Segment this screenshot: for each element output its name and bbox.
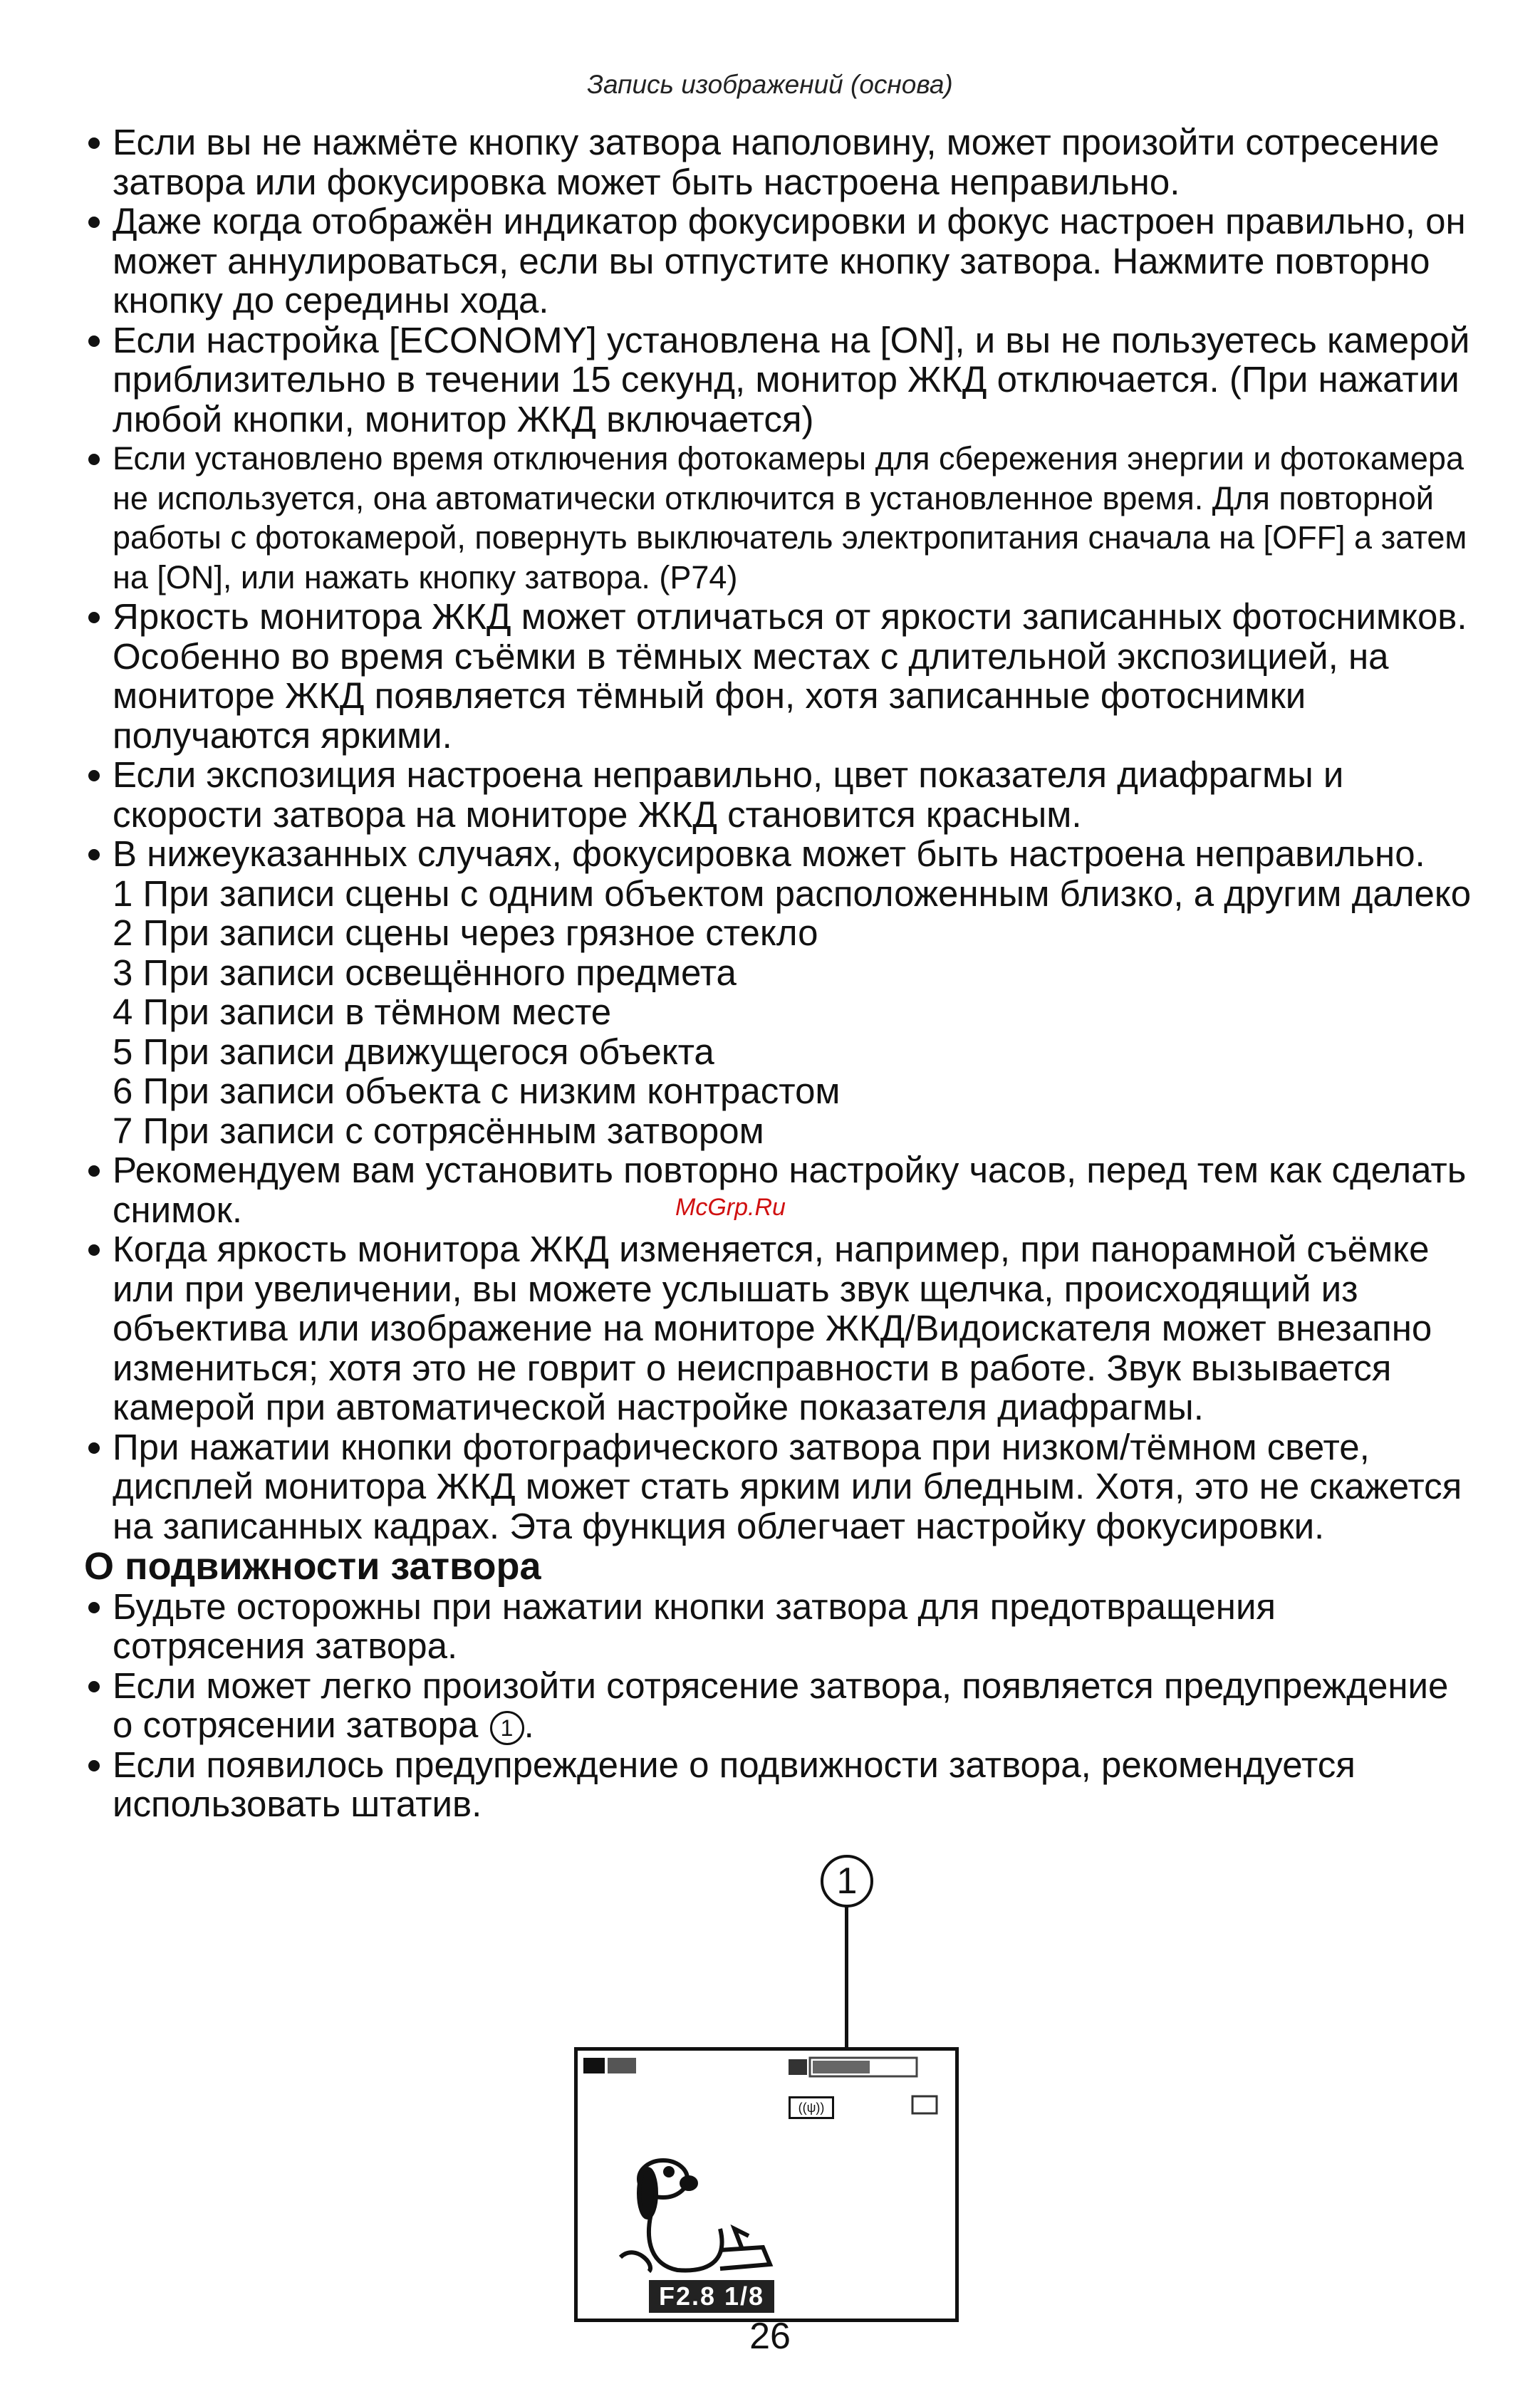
bullet-item: В нижеуказанных случаях, фокусировка может быть настроена неправильно.	[84, 834, 1473, 874]
figure-callout: 1	[821, 1855, 873, 1908]
dog-illustration	[620, 2160, 770, 2271]
page-header: Запись изображений (основа)	[587, 70, 953, 99]
sentence-end: .	[524, 1705, 534, 1745]
bullet-item: При нажатии кнопки фотографического затвора при низком/тёмном свете, дисплей монитора ЖКД может стать ярким или бледным. Хотя, это не скажется на записанных кадрах. Эта функция облегчает настройку фокусировки.	[84, 1427, 1473, 1546]
case-item: 6 При записи объекта с низким контрастом	[113, 1071, 841, 1111]
bullet-item: Будьте осторожны при нажатии кнопки затвора для предотвращения сотрясения затвора.	[84, 1587, 1473, 1666]
bullet-item: Если вы не нажмёте кнопку затвора наполовину, может произойти сотресение затвора или фокусировка может быть настроена неправильно.	[84, 123, 1473, 202]
screen-graphics	[578, 2051, 955, 2319]
bullet-item: Когда яркость монитора ЖКД изменяется, например, при панорамной съёмке или при увеличении, вы можете услышать звук щелчка, происходящий из объектива или изображение на мониторе ЖКД/Видоискателя может внезапно измениться; хотя это не говрит о неисправности в работе. Звук вызывается камерой при автоматической настройке показателя диафрагмы.	[84, 1229, 1473, 1427]
lcd-screen	[574, 2047, 959, 2322]
watermark: McGrp.Ru	[675, 1194, 786, 1221]
camera-mode-icon	[583, 2058, 605, 2073]
battery-icon	[912, 2096, 937, 2113]
remaining-fill	[813, 2061, 870, 2073]
bullet-item	[84, 1666, 1473, 1745]
case-item: 3 При записи освещённого предмета	[113, 952, 737, 993]
section-title: О подвижности затвора	[84, 1545, 541, 1588]
case-item: 1 При записи сцены с одним объектом расположенным близко, а другим далеко	[113, 873, 1472, 914]
bullet-item: Даже когда отображён индикатор фокусировки и фокус настроен правильно, он может аннулироваться, если вы отпустите кнопку затвора. Нажмите повторно кнопку до середины хода.	[84, 202, 1473, 321]
case-item: 5 При записи движущегося объекта	[113, 1031, 714, 1072]
bullet-item: Рекомендуем вам установить повторно настройку часов, перед тем как сделать снимок.	[84, 1150, 1473, 1229]
case-item: 2 При записи сцены через грязное стекло	[113, 912, 818, 953]
case-item: 7 При записи с сотрясённым затвором	[113, 1110, 764, 1151]
quality-icon	[789, 2059, 807, 2075]
aperture-shutter-readout: F2.8 1/8	[649, 2280, 774, 2313]
bullet-item: Если появилось предупреждение о подвижности затвора, рекомендуется использовать штатив.	[84, 1745, 1473, 1824]
bullet-item: Если настройка [ECONOMY] установлена на [ON], и вы не пользуетесь камерой приблизительно в течении 15 секунд, монитор ЖКД отключается. (При нажатии любой кнопки, монитор ЖКД включается)	[84, 321, 1473, 439]
page-number: 26	[749, 2316, 791, 2357]
case-item: 4 При записи в тёмном месте	[113, 992, 612, 1032]
callout-marker: 1	[490, 1711, 524, 1745]
bullet-item: Яркость монитора ЖКД может отличаться от яркости записанных фотоснимков. Особенно во время съёмки в тёмных местах с длительной экспозицией, на мониторе ЖКД появляется тёмный фон, хотя записанные фотоснимки получаются яркими.	[84, 597, 1473, 755]
bullet-text: Если может легко произойти сотрясение затвора, появляется предупреждение о сотрясении затвора	[113, 1665, 1449, 1745]
shake-warning-icon: ((ψ))	[789, 2096, 834, 2119]
flash-icon	[608, 2058, 636, 2073]
bullet-item: Если установлено время отключения фотокамеры для сбережения энергии и фотокамера не используется, она автоматически отключится в установленное время. Для повторной работы с фотокамерой, повернуть выключатель электропитания сначала на [OFF] а затем на [ON], или нажать кнопку затвора. (P74)	[84, 439, 1473, 597]
lcd-figure	[499, 1852, 997, 2322]
main-content	[84, 123, 1473, 1824]
bullet-item: Если экспозиция настроена неправильно, цвет показателя диафрагмы и скорости затвора на мониторе ЖКД становится красным.	[84, 755, 1473, 834]
